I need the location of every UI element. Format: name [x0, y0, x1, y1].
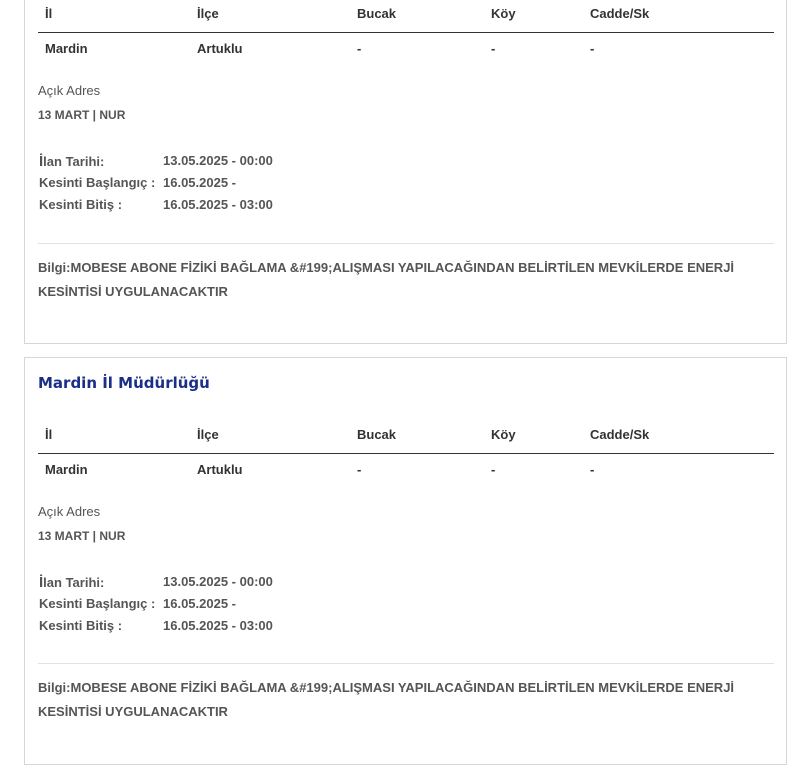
info-text: Bilgi:MOBESE ABONE FİZİKİ BAĞLAMA &#199;ALIŞMASI YAPILACAĞINDAN BELİRTİLEN MEVKİLERDE ENERJİ KESİNTİSİ UYGULANACAKTIR [38, 680, 735, 719]
ilan-label: İlan Tarihi: [39, 574, 105, 591]
cell-koy: - [491, 462, 496, 477]
outage-card [24, 0, 787, 344]
cell-koy: - [491, 41, 496, 56]
header-cadde: Cadde/Sk [590, 6, 650, 21]
info-text: Bilgi:MOBESE ABONE FİZİKİ BAĞLAMA &#199;ALIŞMASI YAPILACAĞINDAN BELİRTİLEN MEVKİLERDE ENERJİ KESİNTİSİ UYGULANACAKTIR [38, 260, 735, 299]
baslangic-value: 16.05.2025 - [163, 596, 237, 611]
cell-ilce: Artuklu [197, 462, 243, 477]
bitis-value: 16.05.2025 - 03:00 [163, 618, 273, 633]
cell-ilce: Artuklu [197, 41, 243, 56]
baslangic-label: Kesinti Başlangıç : [39, 596, 156, 611]
table-row [38, 462, 774, 482]
bitis-label: Kesinti Bitiş : [39, 618, 123, 633]
outage-card [24, 357, 787, 765]
baslangic-label: Kesinti Başlangıç : [39, 175, 156, 190]
address-label: Açık Adres [38, 504, 101, 519]
location-table-header [38, 420, 774, 454]
cell-bucak: - [357, 462, 362, 477]
header-ilce: İlçe [197, 6, 219, 21]
divider [38, 243, 774, 244]
address-value: 13 MART | NUR [38, 108, 126, 122]
cell-il: Mardin [45, 41, 88, 56]
card-title: Mardin İl Müdürlüğü [38, 374, 210, 392]
header-ilce: İlçe [197, 427, 219, 442]
cell-cadde: - [590, 41, 595, 56]
ilan-value: 13.05.2025 - 00:00 [163, 153, 273, 168]
ilan-label: İlan Tarihi: [39, 153, 105, 170]
address-value: 13 MART | NUR [38, 529, 126, 543]
bitis-value: 16.05.2025 - 03:00 [163, 197, 273, 212]
header-il: İl [45, 6, 53, 21]
ilan-value: 13.05.2025 - 00:00 [163, 574, 273, 589]
baslangic-value: 16.05.2025 - [163, 175, 237, 190]
header-il: İl [45, 427, 53, 442]
cell-cadde: - [590, 462, 595, 477]
divider [38, 663, 774, 664]
header-bucak: Bucak [357, 6, 397, 21]
bitis-label: Kesinti Bitiş : [39, 197, 123, 212]
location-table-header [38, 0, 774, 33]
header-bucak: Bucak [357, 427, 397, 442]
header-koy: Köy [491, 6, 516, 21]
cell-il: Mardin [45, 462, 88, 477]
header-koy: Köy [491, 427, 516, 442]
header-cadde: Cadde/Sk [590, 427, 650, 442]
table-row [38, 41, 774, 61]
cell-bucak: - [357, 41, 362, 56]
address-label: Açık Adres [38, 83, 101, 98]
